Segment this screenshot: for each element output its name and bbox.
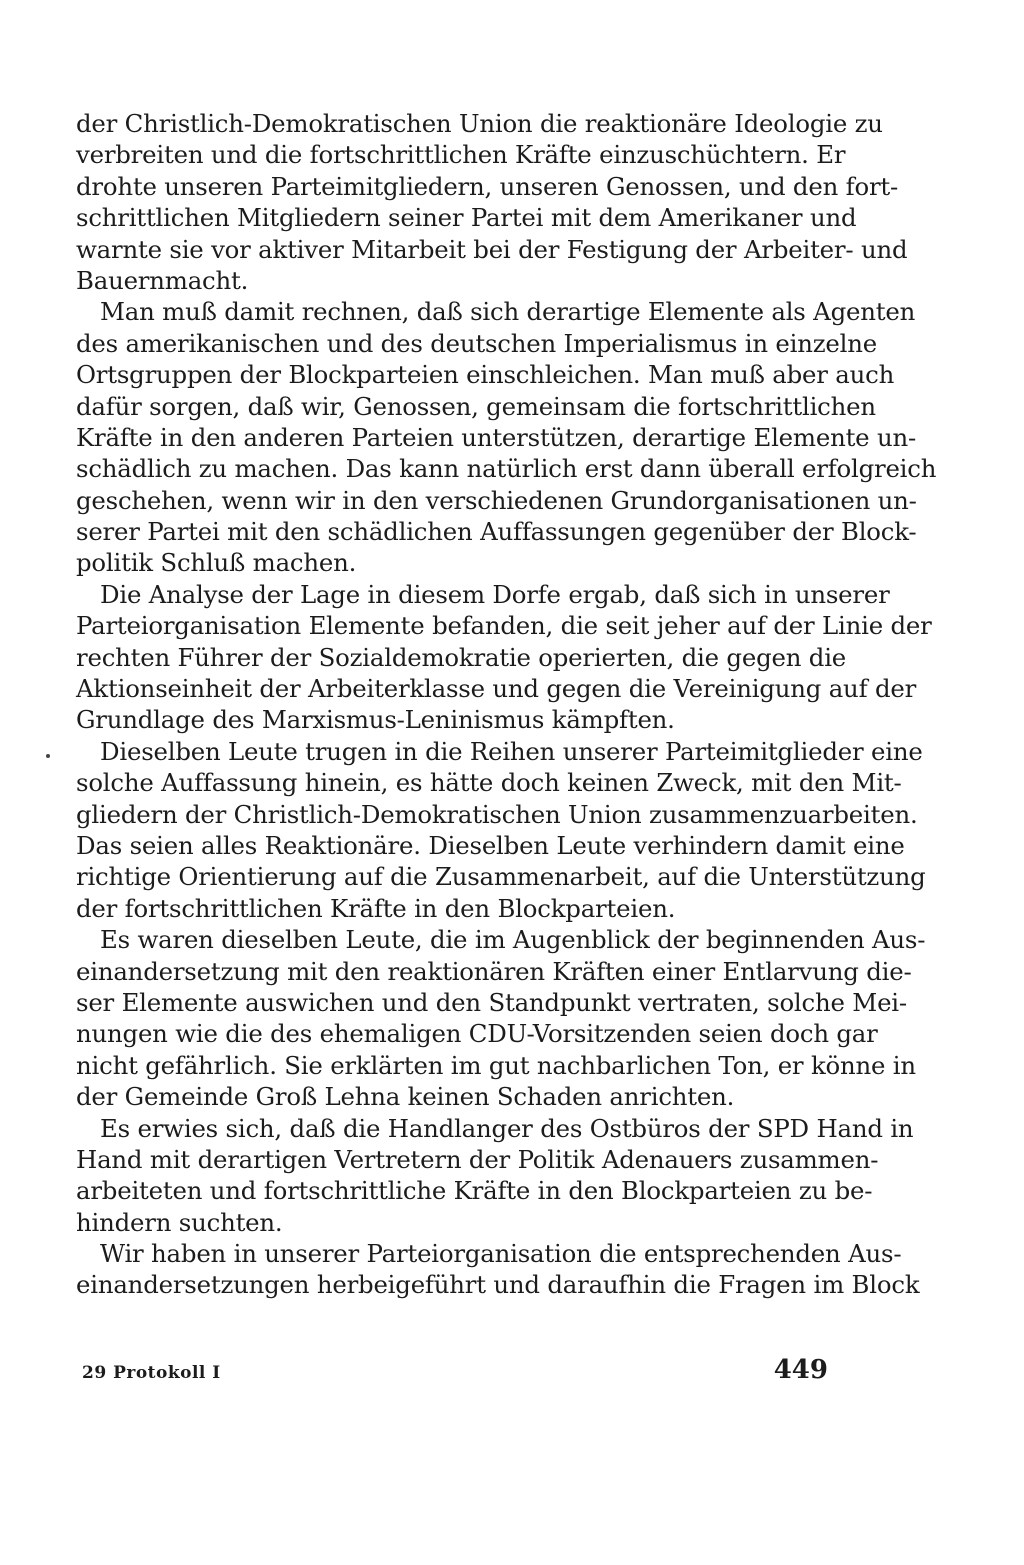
text-line: Parteiorganisation Elemente befanden, die seit jeher auf der Linie der [76, 611, 932, 641]
text-line: Es erwies sich, daß die Handlanger des Ostbüros der SPD Hand in [100, 1113, 914, 1143]
text-line: Wir haben in unserer Parteiorganisation die entsprechenden Aus- [100, 1239, 902, 1269]
paragraph [76, 1238, 920, 1301]
text-line: der Gemeinde Groß Lehna keinen Schaden anrichten. [76, 1082, 735, 1112]
text-line: Ortsgruppen der Blockparteien einschleichen. Man muß aber auch [76, 360, 895, 390]
text-line: Das seien alles Reaktionäre. Dieselben Leute verhindern damit eine [76, 830, 905, 860]
text-line: schrittlichen Mitgliedern seiner Partei mit dem Amerikaner und [76, 203, 857, 233]
text-line: einandersetzungen herbeigeführt und daraufhin die Fragen im Block [76, 1270, 920, 1300]
text-line: verbreiten und die fortschrittlichen Kräfte einzuschüchtern. Er [76, 140, 846, 170]
paragraph [76, 579, 932, 736]
text-line: schädlich zu machen. Das kann natürlich erst dann überall erfolgreich [76, 454, 937, 484]
text-line: richtige Orientierung auf die Zusammenarbeit, auf die Unterstützung [76, 862, 926, 892]
text-line: drohte unseren Parteimitgliedern, unseren Genossen, und den fort- [76, 171, 899, 201]
text-line: Aktionseinheit der Arbeiterklasse und gegen die Vereinigung auf der [76, 674, 917, 704]
text-line: einandersetzung mit den reaktionären Kräften einer Entlarvung die- [76, 956, 912, 986]
page-number: 449 [773, 1355, 828, 1385]
text-line: Dieselben Leute trugen in die Reihen unserer Parteimitglieder eine [100, 736, 923, 766]
text-line: der fortschrittlichen Kräfte in den Blockparteien. [76, 893, 676, 923]
text-line: warnte sie vor aktiver Mitarbeit bei der Festigung der Arbeiter- und [76, 234, 908, 264]
text-line: rechten Führer der Sozialdemokratie operierten, die gegen die [76, 642, 847, 672]
text-line: Hand mit derartigen Vertretern der Politik Adenauers zusammen- [76, 1144, 879, 1174]
text-line: serer Partei mit den schädlichen Auffassungen gegenüber der Block- [76, 517, 917, 547]
text-line: nungen wie die des ehemaligen CDU-Vorsitzenden seien doch gar [76, 1019, 878, 1049]
text-line: Es waren dieselben Leute, die im Augenblick der beginnenden Aus- [100, 925, 926, 955]
paragraph [76, 296, 937, 579]
text-line: geschehen, wenn wir in den verschiedenen Grundorganisationen un- [76, 485, 917, 515]
text-line: Kräfte in den anderen Parteien unterstützen, derartige Elemente un- [76, 422, 917, 452]
text-line: nicht gefährlich. Sie erklärten im gut nachbarlichen Ton, er könne in [76, 1050, 916, 1080]
text-line: Grundlage des Marxismus-Leninismus kämpften. [76, 705, 675, 735]
text-line: politik Schluß machen. [76, 548, 357, 578]
text-line: solche Auffassung hinein, es hätte doch keinen Zweck, mit den Mit- [76, 768, 902, 798]
text-line: Bauernmacht. [76, 265, 249, 295]
paragraph [76, 108, 908, 296]
footer-signature: 29 Protokoll I [82, 1363, 221, 1383]
page-footer [76, 1355, 840, 1395]
print-speck [46, 754, 50, 758]
text-line: dafür sorgen, daß wir, Genossen, gemeinsam die fortschrittlichen [76, 391, 876, 421]
paragraph [76, 924, 926, 1112]
text-line: hindern suchten. [76, 1207, 283, 1237]
text-line: ser Elemente auswichen und den Standpunkt vertraten, solche Mei- [76, 987, 907, 1017]
text-line: Die Analyse der Lage in diesem Dorfe ergab, daß sich in unserer [100, 579, 890, 609]
text-line: Man muß damit rechnen, daß sich derartige Elemente als Agenten [100, 297, 916, 327]
text-line: arbeiteten und fortschrittliche Kräfte in den Blockparteien zu be- [76, 1176, 873, 1206]
text-line: der Christlich-Demokratischen Union die reaktionäre Ideologie zu [76, 109, 883, 138]
body-text [76, 108, 937, 1301]
paragraph [76, 736, 926, 924]
paragraph [76, 1113, 914, 1239]
text-line: gliedern der Christlich-Demokratischen Union zusammenzuarbeiten. [76, 799, 918, 829]
text-line: des amerikanischen und des deutschen Imperialismus in einzelne [76, 328, 878, 358]
